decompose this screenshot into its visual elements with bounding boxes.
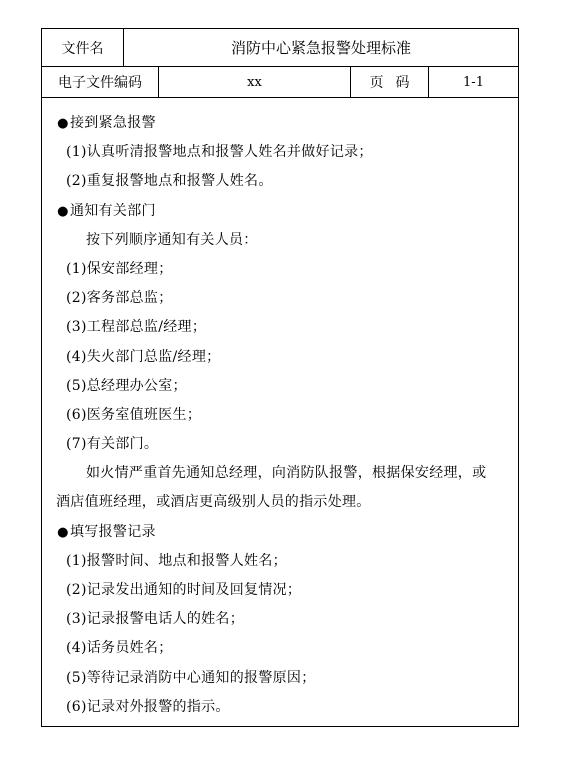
- section-heading-text: 接到紧急报警: [70, 115, 156, 131]
- page-value: 1-1: [463, 74, 484, 90]
- code-label: 电子文件编码: [42, 67, 159, 97]
- list-item: (7)有关部门。: [66, 436, 159, 453]
- header-row-1: [42, 29, 518, 67]
- list-item: (4)话务员姓名；: [66, 640, 173, 657]
- list-item: (2)客务部总监；: [66, 290, 173, 307]
- list-item: (4)失火部门总监/经理；: [66, 348, 221, 365]
- section-heading: [42, 109, 518, 138]
- note-line-1: 如火情严重首先通知总经理，向消防队报警，根据保安经理，或: [86, 465, 487, 482]
- section-intro: 按下列顺序通知有关人员：: [86, 231, 258, 248]
- section-heading-text: 通知有关部门: [70, 202, 156, 219]
- document-body: [42, 98, 518, 722]
- list-item: (2)记录发出通知的时间及回复情况；: [66, 582, 302, 598]
- page-label: 页码: [351, 67, 429, 97]
- list-item: (6)记录对外报警的指示。: [66, 698, 230, 715]
- list-item: (6)医务室值班医生；: [66, 406, 202, 423]
- list-item: (1)认真听清报警地点和报警人姓名并做好记录；: [66, 144, 373, 161]
- list-item: (1)报警时间、地点和报警人姓名；: [66, 552, 287, 569]
- code-value: xx: [159, 67, 351, 97]
- bullet-icon: ●: [57, 203, 69, 219]
- list-item: (5)等待记录消防中心通知的报警原因；: [66, 669, 316, 686]
- note-line-2: 酒店值班经理，或酒店更高级别人员的指示处理。: [56, 494, 371, 511]
- bullet-icon: ●: [57, 116, 69, 131]
- section-heading-text: 填写报警记录: [70, 523, 156, 540]
- section-heading: [42, 518, 518, 547]
- section-heading: [42, 197, 518, 226]
- list-item: (5)总经理办公室；: [66, 377, 187, 394]
- list-item: (2)重复报警地点和报警人姓名。: [66, 173, 273, 190]
- list-item: (1)保安部经理；: [66, 260, 173, 277]
- document-table: [41, 28, 519, 727]
- header-row-2: [42, 67, 518, 98]
- document-title: 消防中心紧急报警处理标准: [230, 39, 411, 57]
- list-item: (3)记录报警电话人的姓名；: [66, 611, 245, 628]
- bullet-icon: ●: [57, 524, 69, 540]
- file-name-label: 文件名: [42, 29, 124, 66]
- list-item: (3)工程部总监/经理；: [66, 319, 207, 336]
